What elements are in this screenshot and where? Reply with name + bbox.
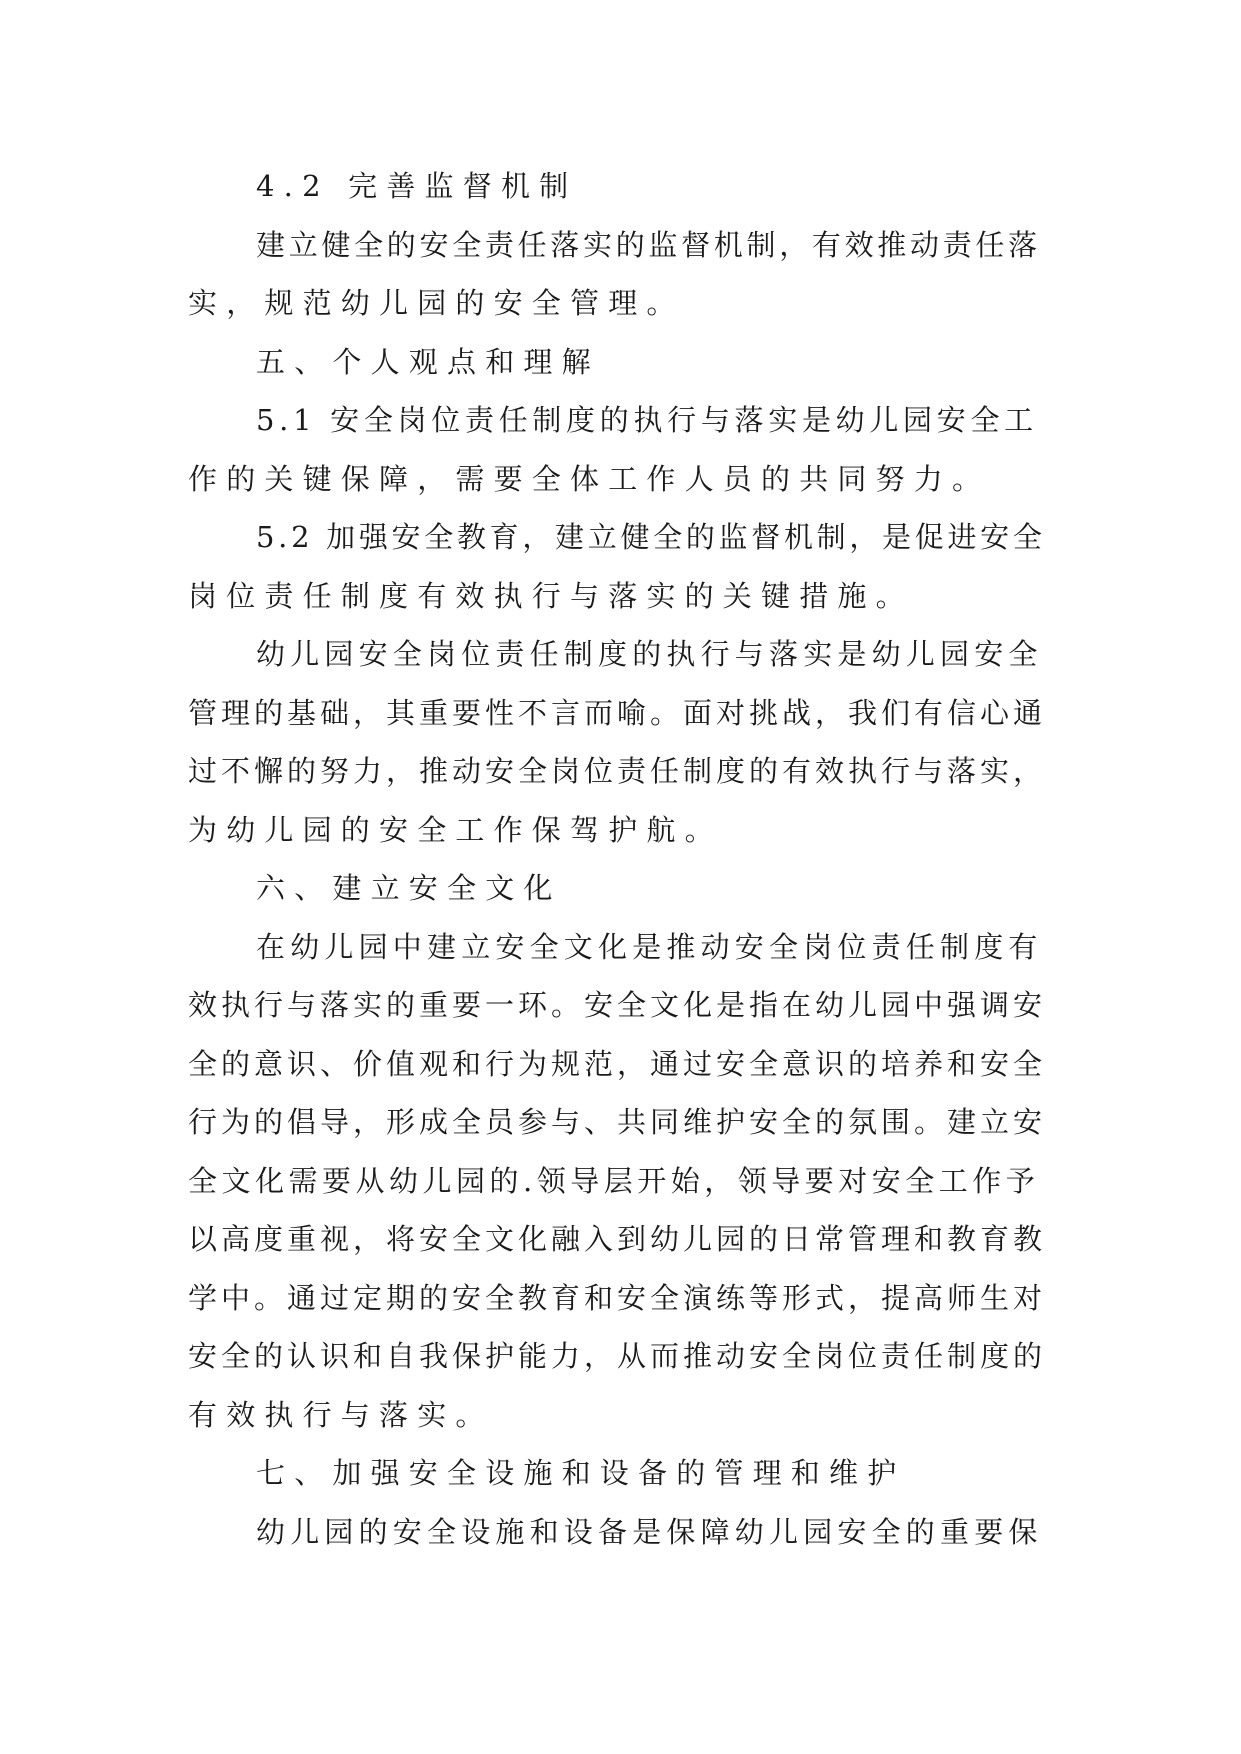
paragraph-line: 学中。通过定期的安全教育和安全演练等形式，提高师生对 — [188, 1280, 1047, 1315]
section-heading-6: 六、建立安全文化 — [256, 871, 562, 905]
paragraph-line: 5.1 安全岗位责任制度的执行与落实是幼儿园安全工 — [256, 403, 1038, 437]
paragraph-line: 建立健全的安全责任落实的监督机制，有效推动责任落 — [256, 227, 1041, 262]
section-heading-5: 五、个人观点和理解 — [256, 344, 600, 379]
paragraph-line: 有效执行与落实。 — [188, 1397, 494, 1432]
paragraph-line: 幼儿园安全岗位责任制度的执行与落实是幼儿园安全 — [256, 637, 1043, 671]
paragraph-line: 以高度重视，将安全文化融入到幼儿园的日常管理和教育教 — [188, 1222, 1047, 1256]
paragraph-line: 为幼儿园的安全工作保驾护航。 — [188, 812, 723, 847]
paragraph-line: 5.2 加强安全教育，建立健全的监督机制，是促进安全 — [256, 520, 1046, 554]
paragraph-line: 在幼儿园中建立安全文化是推动安全岗位责任制度有 — [256, 929, 1043, 964]
paragraph-line: 实，规范幼儿园的安全管理。 — [188, 286, 685, 320]
paragraph-line: 效执行与落实的重要一环。安全文化是指在幼儿园中强调安 — [188, 988, 1047, 1022]
document-body — [188, 157, 1048, 1561]
paragraph-line: 过不懈的努力，推动安全岗位责任制度的有效执行与落实， — [188, 754, 1047, 788]
paragraph-line: 行为的倡导，形成全员参与、共同维护安全的氛围。建立安 — [188, 1105, 1047, 1139]
paragraph-line: 岗位责任制度有效执行与落实的关键措施。 — [188, 578, 914, 613]
paragraph-line: 作的关键保障，需要全体工作人员的共同努力。 — [188, 461, 991, 496]
paragraph-line: 幼儿园的安全设施和设备是保障幼儿园安全的重要保 — [256, 1514, 1043, 1549]
section-heading-7: 七、加强安全设施和设备的管理和维护 — [256, 1456, 906, 1490]
paragraph-line: 全文化需要从幼儿园的.领导层开始，领导要对安全工作予 — [188, 1163, 1040, 1198]
paragraph-line: 安全的认识和自我保护能力，从而推动安全岗位责任制度的 — [188, 1339, 1047, 1373]
section-heading-4-2: 4.2 完善监督机制 — [256, 169, 578, 203]
paragraph-line: 管理的基础，其重要性不言而喻。面对挑战，我们有信心通 — [188, 695, 1047, 730]
paragraph-line: 全的意识、价值观和行为规范，通过安全意识的培养和安全 — [188, 1046, 1047, 1081]
